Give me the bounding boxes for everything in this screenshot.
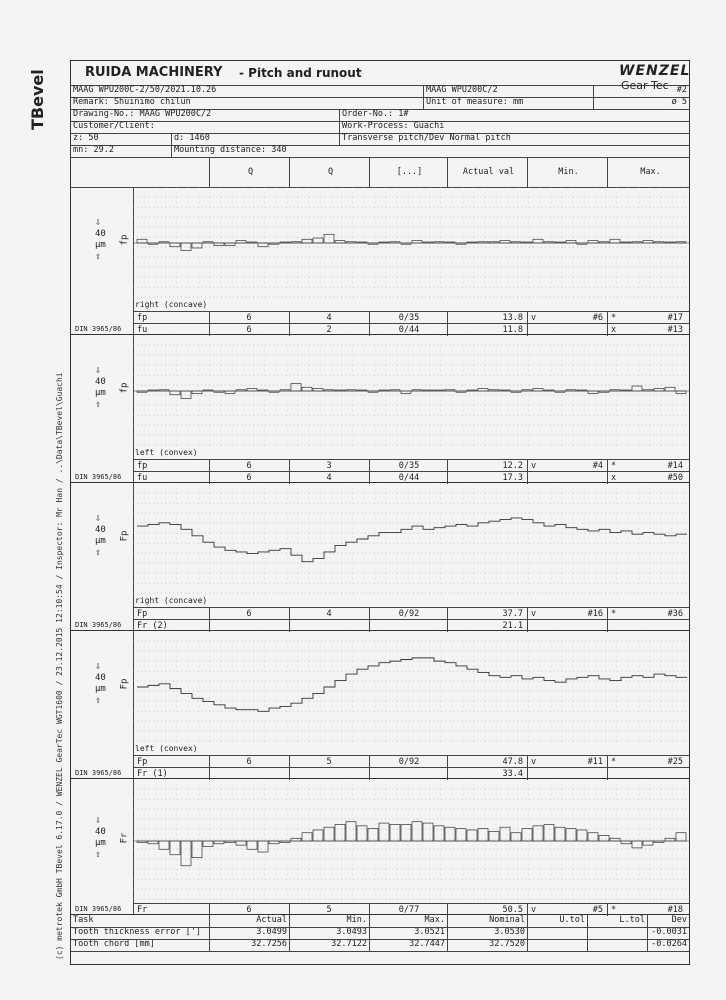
data-bar [412, 822, 422, 841]
bottom-cell-6 [587, 939, 647, 951]
scale-value: 40 [95, 377, 106, 387]
data-bar [665, 838, 675, 841]
axis-label: Fp [119, 530, 130, 542]
data-bar [588, 833, 598, 841]
wenzel-logo: WENZEL [619, 63, 691, 79]
scale-unit: µm [95, 536, 106, 546]
result-name: Fr [137, 905, 148, 915]
data-bar [214, 841, 224, 844]
data-bar [225, 391, 235, 393]
data-bar [643, 841, 653, 845]
data-bar [170, 243, 180, 247]
data-bar [423, 823, 433, 841]
data-bar [588, 241, 598, 243]
scale-value: 40 [95, 525, 106, 535]
data-bar [291, 838, 301, 841]
result-name: fp [137, 461, 148, 471]
data-bar [632, 841, 642, 848]
result-name: Fr (2) [137, 621, 168, 631]
data-bar [258, 243, 268, 247]
bottom-header-0: Task [73, 915, 94, 925]
panels-area [71, 187, 689, 915]
data-bar [181, 243, 191, 250]
result-min-mark: v [531, 313, 537, 323]
data-bar [335, 241, 345, 243]
data-bar [401, 391, 411, 393]
flank-label: left (convex) [135, 744, 198, 753]
bottom-cell-7: -0.0031 [647, 927, 689, 939]
result-q2: 3 [326, 461, 332, 471]
data-bar [588, 391, 598, 393]
result-min: #11 [587, 757, 603, 767]
axis-label: fp [119, 234, 130, 246]
data-bar [302, 833, 312, 841]
result-actual: 37.7 [502, 609, 523, 619]
din-label: DIN 3965/86 [75, 769, 122, 777]
data-bar [357, 826, 367, 841]
bottom-cell-0: Tooth thickness error ['] [73, 927, 201, 937]
file-label: MAAG WPU200C-2/50/2021.10.26 [73, 85, 217, 95]
bottom-header-5: U.tol [527, 915, 587, 927]
scale-arrow-up-icon: ⇧ [95, 547, 102, 558]
result-name: fp [137, 313, 148, 323]
scale-value: 40 [95, 673, 106, 683]
bottom-cell-1: 32.7256 [209, 939, 289, 951]
bottom-header-2: Min. [289, 915, 369, 927]
data-bar [632, 386, 642, 391]
data-bar [137, 239, 147, 243]
data-bar [247, 841, 257, 849]
result-actual: 33.4 [502, 769, 523, 779]
data-bar [203, 841, 213, 847]
result-min: #4 [592, 461, 603, 471]
mounting-label: Mounting distance: 340 [171, 145, 339, 157]
data-bar [522, 829, 532, 841]
bottom-header-1: Actual [209, 915, 289, 927]
scale-value: 40 [95, 827, 106, 837]
result-max: #36 [667, 609, 683, 619]
axis-label: Fr [119, 832, 130, 844]
customer-label: Customer/Client: [73, 121, 155, 131]
result-actual: 12.2 [502, 461, 523, 471]
company-name: RUIDA MACHINERY [85, 65, 223, 80]
result-max-mark: x [611, 473, 617, 483]
scale-arrow-up-icon: ⇧ [95, 695, 102, 706]
data-bar [478, 829, 488, 841]
module-label: mn: 29.2 [73, 145, 114, 155]
result-max: #18 [667, 905, 683, 915]
axis-label: Fp [119, 678, 130, 690]
data-bar [390, 824, 400, 841]
result-actual: 50.5 [502, 905, 523, 915]
data-bar [214, 243, 224, 245]
result-min: #16 [587, 609, 603, 619]
data-bar [236, 841, 246, 845]
data-bar [566, 241, 576, 243]
data-bar [643, 241, 653, 243]
data-bar [544, 824, 554, 841]
result-name: Fp [137, 609, 148, 619]
result-q1: 6 [246, 473, 252, 483]
result-max: #14 [667, 461, 683, 471]
report-subtitle: - Pitch and runout [239, 66, 362, 80]
result-name: Fr (1) [137, 769, 168, 779]
data-bar [269, 841, 279, 844]
bottom-cell-2: 3.0493 [289, 927, 369, 939]
scale-arrow-down-icon: ⇩ [95, 217, 102, 228]
scale-arrow-up-icon: ⇧ [95, 251, 102, 262]
result-max-mark: * [611, 461, 617, 471]
data-bar [654, 389, 664, 391]
data-bar [247, 389, 257, 391]
data-bar [148, 841, 158, 844]
din-label: DIN 3965/86 [75, 473, 122, 481]
din-label: DIN 3965/86 [75, 325, 122, 333]
col-q2: Q [289, 157, 369, 187]
data-bar [533, 826, 543, 841]
data-bar [170, 841, 180, 855]
result-q1: 6 [246, 325, 252, 335]
result-min-mark: v [531, 461, 537, 471]
scale-arrow-up-icon: ⇧ [95, 849, 102, 860]
data-bar [291, 384, 301, 391]
scale-arrow-down-icon: ⇩ [95, 661, 102, 672]
data-bar [159, 841, 169, 849]
col-q1: Q [209, 157, 289, 187]
chart-plot-5 [133, 779, 689, 903]
data-bar [566, 829, 576, 841]
data-bar [236, 241, 246, 243]
result-name: Fp [137, 757, 148, 767]
bottom-cell-5 [527, 939, 587, 951]
scale-unit: µm [95, 684, 106, 694]
chart-plot-1 [133, 187, 689, 299]
chart-panel-5 [71, 779, 689, 915]
result-actual: 13.8 [502, 313, 523, 323]
data-bar [621, 841, 631, 844]
result-max-mark: * [611, 905, 617, 915]
result-max-mark: * [611, 757, 617, 767]
result-q1: 6 [246, 905, 252, 915]
col-max: Max. [607, 157, 691, 187]
bottom-cell-1: 3.0499 [209, 927, 289, 939]
data-bar [346, 822, 356, 841]
machine-label: MAAG WPU200C/2 [423, 85, 593, 97]
chart-panel-1 [71, 187, 689, 335]
data-bar [302, 387, 312, 391]
data-line [137, 658, 687, 711]
data-bar [313, 830, 323, 841]
data-bar [533, 389, 543, 391]
bottom-cell-0: Tooth chord [mm] [73, 939, 155, 949]
data-bar [258, 841, 268, 852]
result-range: 0/44 [398, 473, 420, 483]
data-bar [533, 239, 543, 243]
chart-panel-2 [71, 335, 689, 483]
data-bar [555, 827, 565, 841]
result-max: #13 [667, 325, 683, 335]
bottom-header-3: Max. [369, 915, 447, 927]
result-actual: 11.8 [502, 325, 523, 335]
result-q1: 6 [246, 757, 252, 767]
result-name: fu [137, 473, 148, 483]
col-min: Min. [527, 157, 607, 187]
side-title: TBevel [28, 69, 47, 130]
data-bar [302, 239, 312, 243]
result-q1: 6 [246, 461, 252, 471]
result-min: #5 [592, 905, 603, 915]
diameter-d-label: d: 1460 [171, 133, 339, 145]
result-q2: 4 [326, 473, 332, 483]
result-range: 0/35 [398, 313, 420, 323]
result-min: #6 [592, 313, 603, 323]
result-range: 0/92 [398, 609, 420, 619]
chart-plot-3 [133, 483, 689, 595]
result-max-mark: x [611, 325, 617, 335]
data-bar [489, 831, 499, 841]
scale-value: 40 [95, 229, 106, 239]
data-bar [467, 830, 477, 841]
scale-unit: µm [95, 388, 106, 398]
chart-panel-4 [71, 631, 689, 779]
data-bar [500, 241, 510, 243]
bottom-cell-3: 32.7447 [369, 939, 447, 951]
data-bar [401, 824, 411, 841]
data-bar [478, 389, 488, 391]
result-name: fu [137, 325, 148, 335]
result-max: #50 [667, 473, 683, 483]
data-bar [599, 835, 609, 841]
transverse-label: Transverse pitch/Dev Normal pitch [339, 133, 599, 145]
bottom-header-4: Nominal [447, 915, 527, 927]
data-bar [412, 241, 422, 243]
unit-label: Unit of measure: mm [423, 97, 593, 109]
result-q1: 6 [246, 313, 252, 323]
col-actual: Actual val [447, 157, 527, 187]
data-bar [577, 830, 587, 841]
data-line [137, 518, 687, 562]
result-max-mark: * [611, 609, 617, 619]
process-label: Work-Process: Guachi [339, 121, 599, 133]
geartec-logo: Gear Tec [621, 79, 669, 92]
data-bar [181, 841, 191, 866]
result-max: #17 [667, 313, 683, 323]
result-q2: 5 [326, 757, 332, 767]
table-rule [71, 927, 689, 928]
result-actual: 47.8 [502, 757, 523, 767]
scale-unit: µm [95, 240, 106, 250]
scale-arrow-up-icon: ⇧ [95, 399, 102, 410]
result-q2: 4 [326, 609, 332, 619]
result-q1: 6 [246, 609, 252, 619]
data-bar [379, 823, 389, 841]
result-actual: 17.3 [502, 473, 523, 483]
din-label: DIN 3965/86 [75, 905, 122, 913]
data-bar [313, 238, 323, 243]
result-q2: 4 [326, 313, 332, 323]
result-range: 0/35 [398, 461, 420, 471]
hash2-label: #2 [593, 85, 691, 97]
data-bar [170, 391, 180, 395]
result-q2: 2 [326, 325, 332, 335]
result-q2: 5 [326, 905, 332, 915]
flank-label: left (convex) [135, 448, 198, 457]
data-bar [676, 833, 686, 841]
scale-arrow-down-icon: ⇩ [95, 513, 102, 524]
result-max-mark: * [611, 313, 617, 323]
data-bar [665, 387, 675, 391]
drawing-label: Drawing-No.: MAAG WPU200C/2 [73, 109, 212, 119]
data-bar [181, 391, 191, 398]
chart-panel-3 [71, 483, 689, 631]
chart-plot-4 [133, 631, 689, 743]
table-rule [71, 951, 689, 952]
scale-arrow-down-icon: ⇩ [95, 815, 102, 826]
bottom-header-7: Dev [647, 915, 689, 927]
bottom-header-6: L.tol [587, 915, 647, 927]
table-rule [71, 939, 689, 940]
data-bar [610, 239, 620, 243]
bottom-cell-4: 32.7520 [447, 939, 527, 951]
order-label: Order-No.: 1# [339, 109, 599, 121]
bottom-cell-3: 3.0521 [369, 927, 447, 939]
col-range: [...] [369, 157, 447, 187]
side-footer: (c) metrotek GmbH TBevel 6.17.0 / WENZEL GearTec WGT1600 / 23.12.2015 12:10:54 / Inspector: Mr Han / ..\Data\TBevel\Guachi [55, 372, 64, 960]
data-bar [192, 391, 202, 393]
scale-unit: µm [95, 838, 106, 848]
data-bar [335, 824, 345, 841]
result-min-mark: v [531, 757, 537, 767]
result-actual: 21.1 [502, 621, 523, 631]
bottom-table [71, 915, 689, 965]
report-sheet [70, 60, 690, 965]
data-bar [434, 826, 444, 841]
bottom-cell-4: 3.0530 [447, 927, 527, 939]
flank-label: right (concave) [135, 300, 208, 309]
result-range: 0/44 [398, 325, 420, 335]
scale-arrow-down-icon: ⇩ [95, 365, 102, 376]
result-range: 0/77 [398, 905, 420, 915]
result-min-mark: v [531, 609, 537, 619]
din-label: DIN 3965/86 [75, 621, 122, 629]
result-range: 0/92 [398, 757, 420, 767]
data-bar [324, 234, 334, 243]
flank-label: right (concave) [135, 596, 208, 605]
bottom-cell-2: 32.7122 [289, 939, 369, 951]
data-bar [192, 841, 202, 858]
result-min-mark: v [531, 905, 537, 915]
column-header-row [71, 157, 689, 188]
bottom-cell-5 [527, 927, 587, 939]
data-bar [511, 833, 521, 841]
data-bar [676, 391, 686, 393]
data-bar [610, 838, 620, 841]
data-bar [225, 243, 235, 245]
data-bar [313, 389, 323, 391]
chart-plot-2 [133, 335, 689, 447]
axis-label: fp [119, 382, 130, 394]
result-max: #25 [667, 757, 683, 767]
bottom-cell-7: -0.0264 [647, 939, 689, 951]
remark-label: Remark: Shuinimo chilun [73, 97, 191, 107]
bottom-cell-6 [587, 927, 647, 939]
diameter-label: ø 5 [593, 97, 691, 109]
teeth-label: z: 50 [73, 133, 99, 143]
